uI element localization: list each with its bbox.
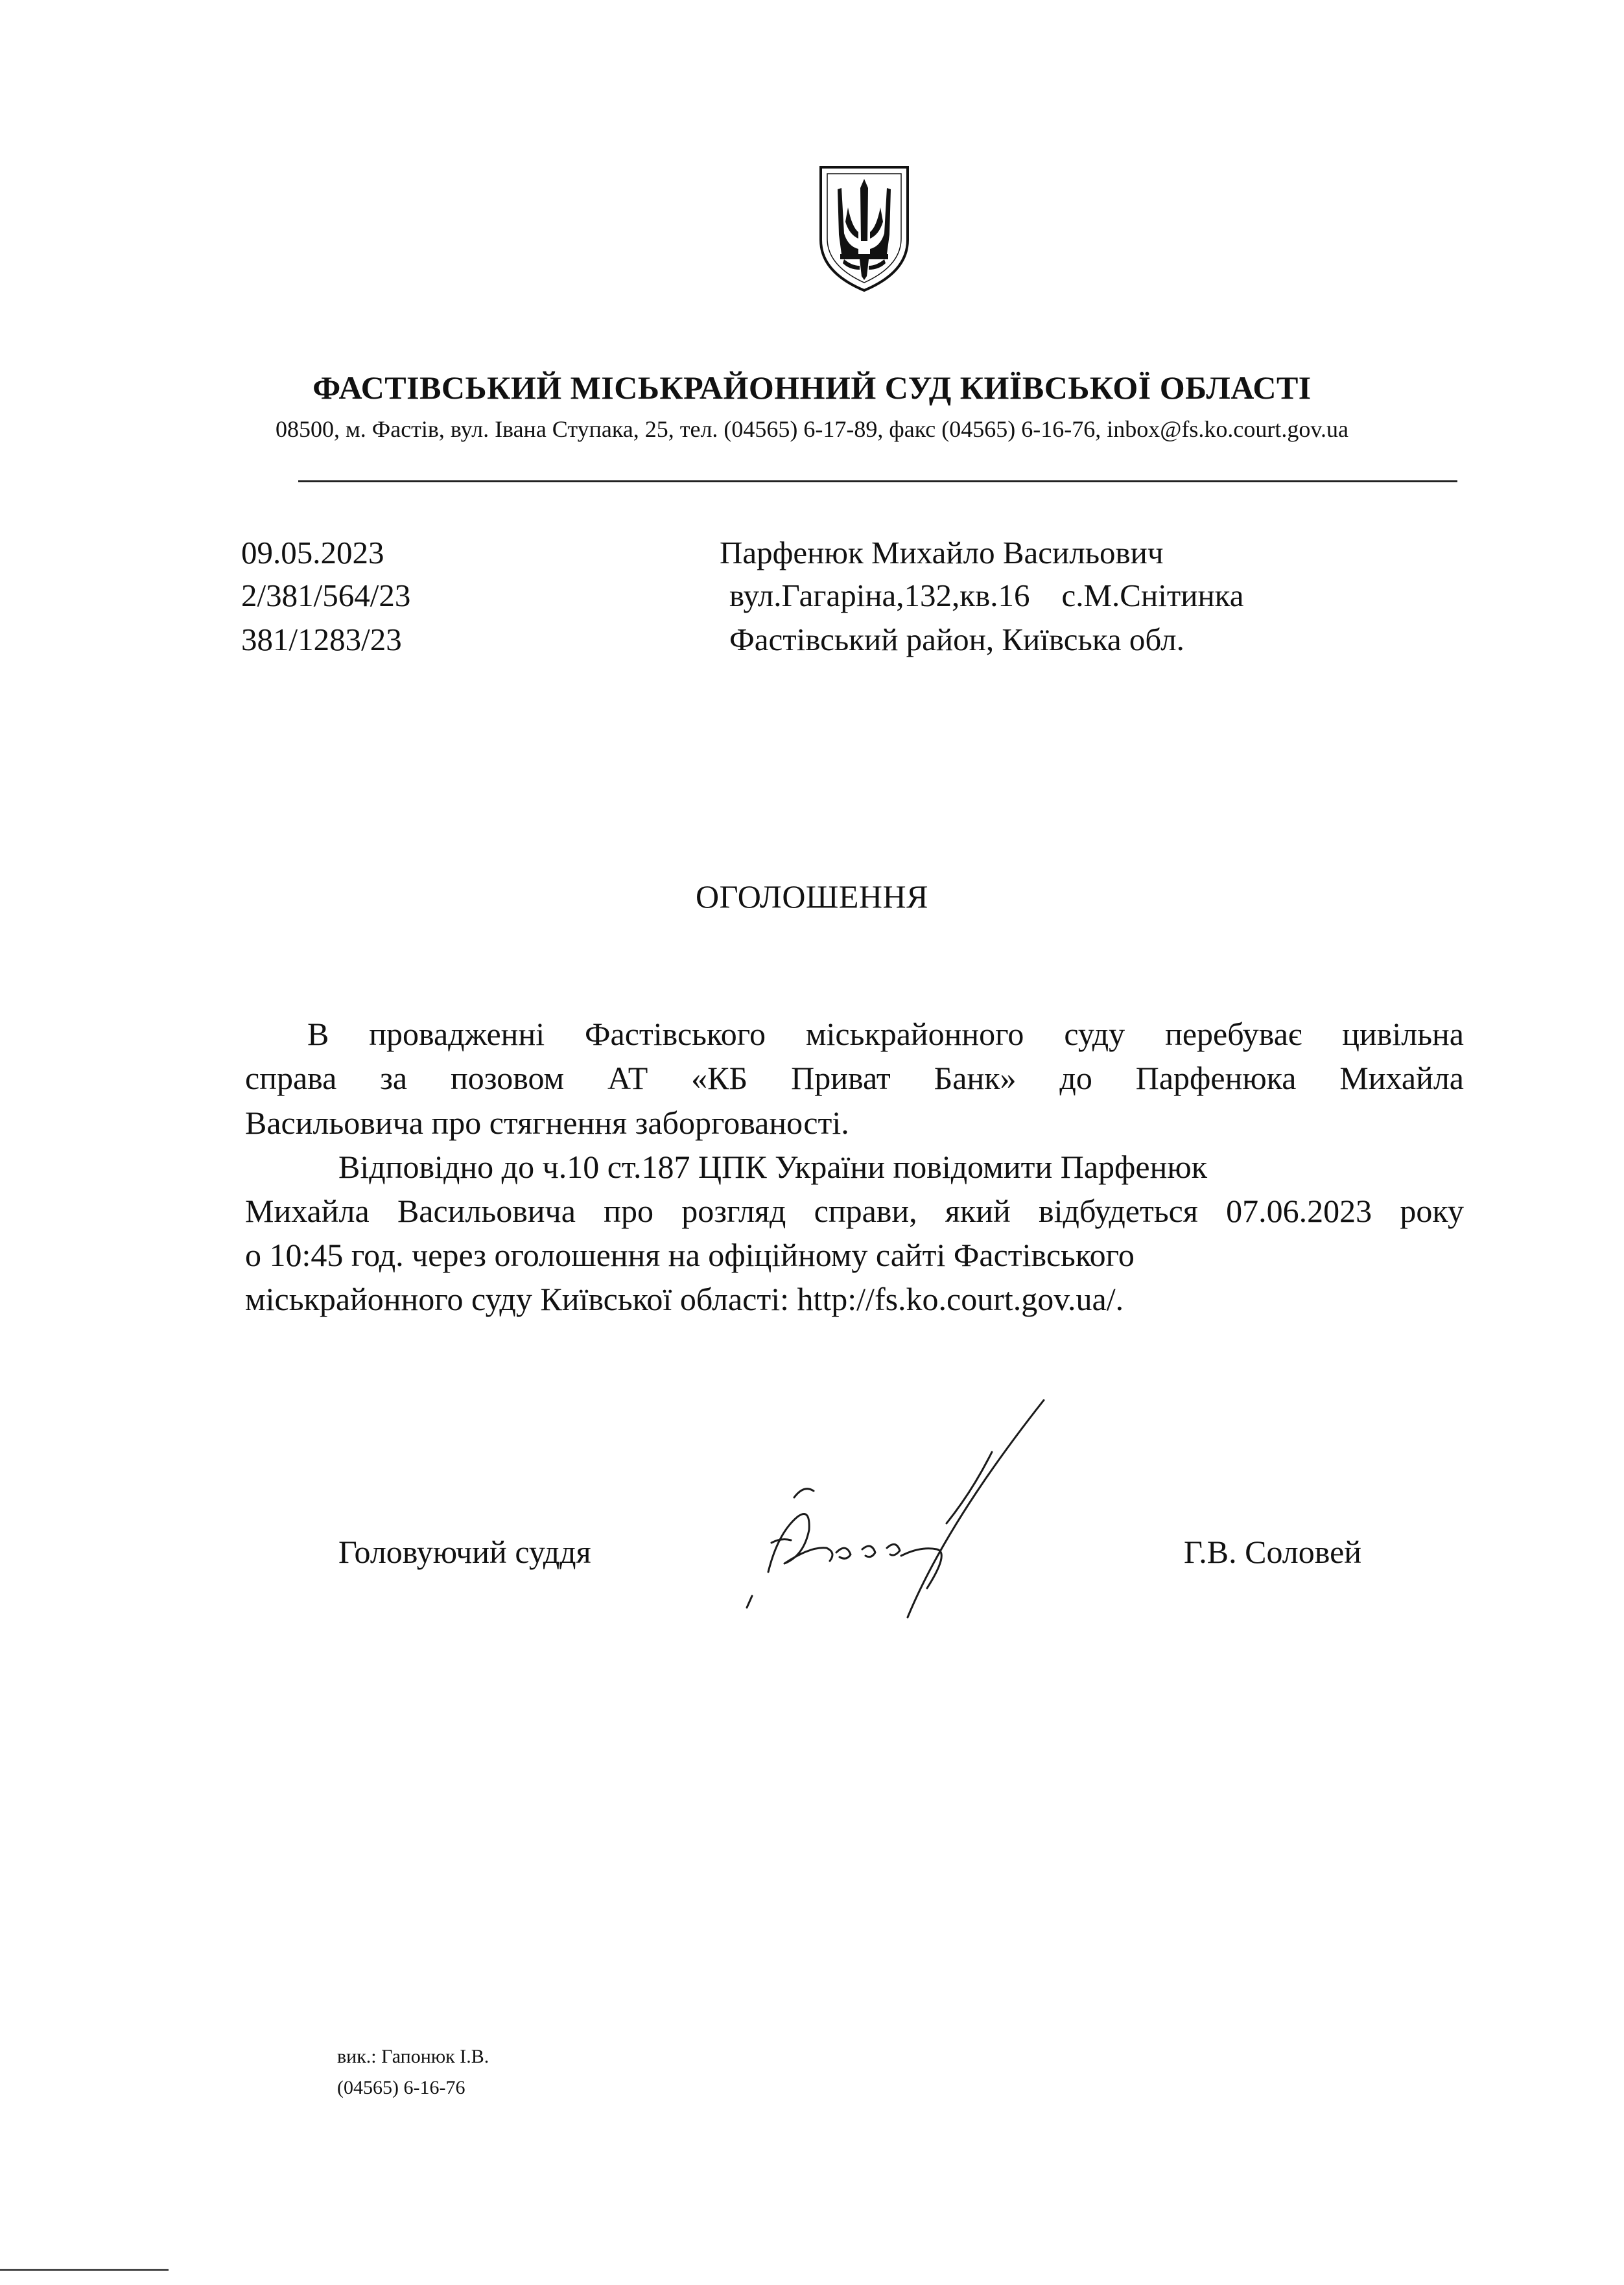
paragraph-line: Михайла Васильовича про розгляд справи, який відбудеться 07.06.2023 року: [245, 1193, 1464, 1229]
paragraph-line: Відповідно до ч.10 ст.187 ЦПК України повідомити Парфенюк: [338, 1149, 1208, 1185]
header-divider: [298, 480, 1457, 482]
case-number: 381/1283/23: [241, 622, 402, 657]
addressee-street: вул.Гагаріна,132,кв.16 с.М.Снітинка: [729, 578, 1244, 613]
announcement-title: ОГОЛОШЕННЯ: [696, 878, 928, 915]
paragraph-line: справа за позовом АТ «КБ Приват Банк» до Парфенюка Михайла: [245, 1060, 1464, 1096]
handwritten-signature: [733, 1394, 1096, 1621]
addressee-district: Фастівський район, Київська обл.: [729, 622, 1184, 657]
court-name: ФАСТІВСЬКИЙ МІСЬКРАЙОННИЙ СУД КИЇВСЬКОЇ ОБЛАСТІ: [312, 369, 1312, 406]
trident-icon: [816, 162, 913, 295]
outgoing-number: 2/381/564/23: [241, 578, 411, 613]
paragraph-line: Васильовича про стягнення заборгованості.: [245, 1105, 849, 1141]
executor-name: вик.: Гапонюк І.В.: [337, 2046, 489, 2067]
document-date: 09.05.2023: [241, 535, 384, 570]
executor-phone: (04565) 6-16-76: [337, 2077, 465, 2098]
paragraph-line: о 10:45 год. через оголошення на офіційному сайті Фастівського: [245, 1237, 1135, 1273]
addressee-name: Парфенюк Михайло Васильович: [720, 535, 1164, 570]
court-contacts: 08500, м. Фастів, вул. Івана Ступака, 25, тел. (04565) 6-17-89, факс (04565) 6-16-76, inbox@fs.ko.court.gov.ua: [276, 416, 1348, 442]
paragraph-line: міськрайонного суду Київської області: http://fs.ko.court.gov.ua/.: [245, 1281, 1124, 1317]
paragraph-line: В провадженні Фастівського міськрайонного суду перебуває цивільна: [307, 1016, 1464, 1052]
scan-edge-mark: [0, 2269, 169, 2271]
signer-title: Головуючий суддя: [338, 1534, 591, 1570]
judge-name: Г.В. Соловей: [1184, 1534, 1362, 1570]
